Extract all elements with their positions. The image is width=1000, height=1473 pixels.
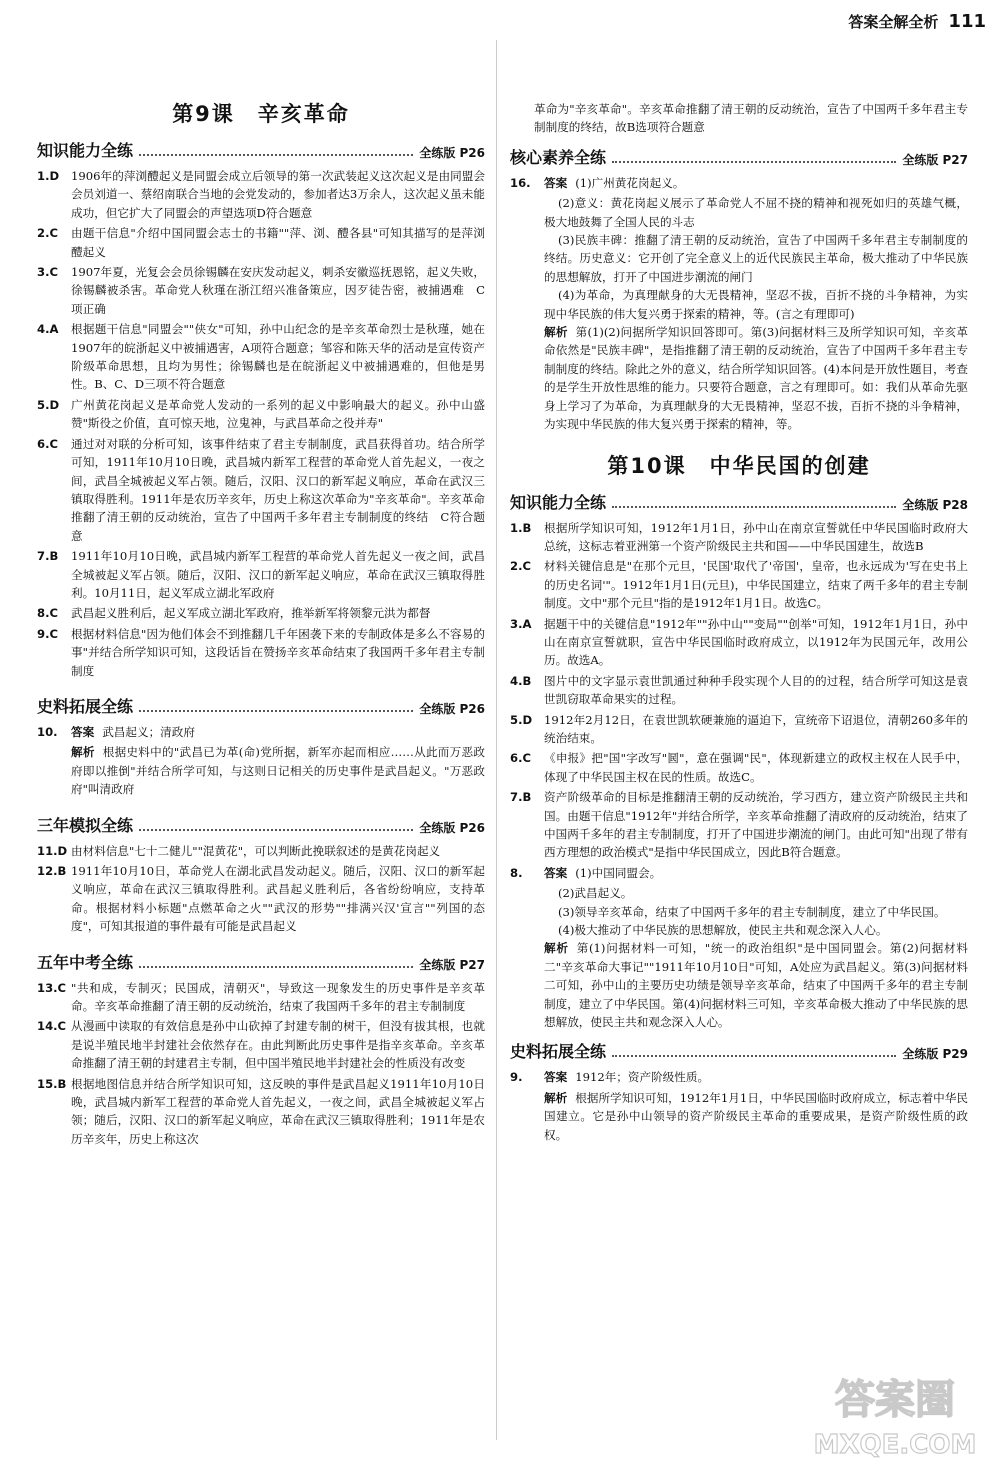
answer-text xyxy=(544,615,968,670)
page-header xyxy=(848,6,986,36)
analysis-tag: 解析 xyxy=(71,745,95,760)
answer-text xyxy=(71,979,485,1016)
answer-item xyxy=(510,672,968,709)
answer-item xyxy=(37,862,485,936)
watermark-logo xyxy=(810,1353,980,1463)
answer-body: 1911年10月10日，革命党人在湖北武昌发动起义。随后，汉阳、汉口的新军起义响应，革命在武汉三镇取得胜利。武昌起义胜利后，各省纷纷响应，支持革命。根据材料小标题"点燃革命之火""武汉的形势""排满兴汉'宣言""列国的态度"，可知其报道的事件最有可能是武昌起义 xyxy=(71,864,485,934)
left-sections xyxy=(37,138,485,1148)
lesson-title: 第10课 中华民国的创建 xyxy=(607,453,871,478)
right-column xyxy=(510,100,968,1144)
answer-number: 5.D xyxy=(510,712,533,727)
answer-number: 4.A xyxy=(37,322,59,337)
answer-body: 从漫画中读取的有效信息是孙中山砍掉了封建专制的树干，但没有拔其根，也就是说半殖民地半封建社会依然存在。由此判断此历史事件是指辛亥革命。辛亥革命推翻了清王朝的封建君主专制，但中国半殖民地半封建社会的性质没有改变 xyxy=(71,1019,485,1071)
section-ref: 全练版 P27 xyxy=(419,957,485,972)
analysis-tag: 解析 xyxy=(544,325,568,340)
answer-text xyxy=(71,224,485,261)
section-ref: 全练版 P26 xyxy=(419,146,485,160)
answer-number: 11.D xyxy=(37,843,68,858)
section-title: 史料拓展全练 xyxy=(510,1042,607,1062)
answer-text xyxy=(71,167,485,222)
answer-number: 2.C xyxy=(37,226,58,241)
answer-item xyxy=(510,788,968,862)
answer-subitem: (4)为革命，为真理献身的大无畏精神，坚忍不拔，百折不挠的斗争精神，为实现中华民族的伟大复兴勇于探索的精神，等。(言之有理即可) xyxy=(544,288,968,321)
lesson-title: 第9课 辛亥革命 xyxy=(172,102,350,126)
answer-number: 9. xyxy=(510,1070,523,1085)
section-title: 史料拓展全练 xyxy=(37,696,134,716)
answer-item xyxy=(510,1068,968,1086)
section-title: 五年中考全练 xyxy=(37,952,134,972)
answer-body: 据题干中的关键信息"1912年""孙中山""变局""创举"可知，1912年1月1日，孙中山在南京宣誓就职，宣告中华民国临时政府成立，以1912年为民国元年，改用公历。故选A。 xyxy=(544,616,968,668)
answer-item xyxy=(37,167,485,222)
watermark-line2: MXQE.COM xyxy=(813,1430,977,1460)
dot-leader xyxy=(612,161,896,163)
answer-number: 2.C xyxy=(510,559,531,574)
answer-body: 1912年；资产阶级性质。 xyxy=(575,1070,710,1085)
analysis-text xyxy=(510,323,968,433)
dot-leader xyxy=(612,506,896,508)
answer-number: 16. xyxy=(510,175,531,190)
answer-item xyxy=(37,435,485,545)
answer-text xyxy=(544,174,968,192)
answer-list xyxy=(510,519,968,862)
analysis-body: 第(1)(2)问据所学知识回答即可。第(3)问据材料三及所学知识可知，辛亥革命依然是"民族丰碑"，是指推翻了清王朝的反动统治，宣告了中国两千多年君主专制制度的终结。除此之外的意义，结合所学知识回答。(4)本问是开放性题目，考查的是学生开放性思维的能力。只要符合题意，言之有理即可。如：我们从革命先驱身上学习了为革命，为真理献身的大无畏精神，坚忍不拔，百折不挠的斗争精神，为实现中华民族的伟大复兴勇于探索的精神，等。 xyxy=(544,325,968,432)
section-ref: 全练版 P29 xyxy=(902,1047,968,1062)
answer-item xyxy=(37,1075,485,1149)
answer-item xyxy=(37,604,485,622)
answer-body: "共和成，专制灭；民国成，清朝灭"，导致这一现象发生的历史事件是辛亥革命。辛亥革命推翻了清王朝的反动统治，结束了我国两千多年的君主专制制度 xyxy=(71,980,485,1014)
answer-number: 7.B xyxy=(510,790,532,805)
answer-body: 《申报》把"国"字改写"囻"，意在强调"民"，体现新建立的政权主权在人民手中，体现了中华民国主权在民的性质。故选C。 xyxy=(544,751,968,784)
answer-text xyxy=(71,396,485,433)
answer-body: 根据地图信息并结合所学知识可知，这反映的事件是武昌起义1911年10月10日晚，武昌城内新军工程营的革命党人首先起义，一夜之间，武昌全城被起义军占领；随后，汉阳、汉口的新军起义响应，革命在武汉三镇取得胜利；1911年是农历辛亥年，历史上称这次 xyxy=(71,1076,485,1146)
answer-body: 由材料信息"七十二健儿""混黄花"，可以判断此挽联叙述的是黄花岗起义 xyxy=(71,843,441,858)
answer-number: 1.D xyxy=(37,169,60,183)
page-number: 111 xyxy=(948,10,986,32)
answer-item xyxy=(37,396,485,433)
section-header xyxy=(37,813,485,836)
answer-tag: 答案 xyxy=(544,175,568,190)
answer-body: 1906年的萍浏醴起义是同盟会成立后领导的第一次武装起义这次起义是由同盟会会员刘道一、蔡绍南联合当地的会党发动的，参加者达3万余人，这次起义虽未能成功，但它扩大了同盟会的声望选项D符合题意 xyxy=(71,169,485,220)
section-header xyxy=(37,694,485,717)
dot-leader xyxy=(612,1055,896,1057)
answer-text xyxy=(71,547,485,602)
left-column xyxy=(37,98,485,1150)
answer-body: 由题干信息"介绍中国同盟会志士的书籍""萍、浏、醴各县"可知其描写的是萍浏醴起义 xyxy=(71,226,485,259)
analysis-text xyxy=(37,743,485,798)
section-header xyxy=(37,138,485,161)
analysis-text xyxy=(510,1089,968,1144)
answer-text xyxy=(71,862,485,936)
answer-subitem: (2)武昌起义。 xyxy=(558,886,633,901)
answer-text xyxy=(544,864,968,882)
answer-number: 8.C xyxy=(37,606,58,621)
analysis-tag: 解析 xyxy=(544,1090,568,1105)
answer-body: 武昌起义；清政府 xyxy=(102,724,195,739)
analysis-body: 第(1)问据材料一可知，"统一的政治组织"是中国同盟会。第(2)问据材料二"辛亥革命大事记""1911年10月10日"可知，A处应为武昌起义。第(3)问据材料二可知，孙中山的主要历史功绩是领导辛亥革命，结束了中国两千多年的君主专制制度，建立了中华民国。第(4)问据材料三可知，辛亥革命极大推动了中华民族的思想解放，使民主共和观念深入人心。 xyxy=(544,941,968,1030)
answer-text xyxy=(71,625,485,680)
answer-text xyxy=(71,723,485,741)
answer-item xyxy=(37,320,485,394)
answer-number: 7.B xyxy=(37,549,59,564)
answer-body: 资产阶级革命的目标是推翻清王朝的反动统治，学习西方，建立资产阶级民主共和国。由题干信息"1912年"并结合所学，辛亥革命推翻了清政府的反动统治，结束了中国两千多年的君主专制制度，打开了中国进步潮流的闸门。由此可知"出现了带有西方理想的政治模式"是指中华民国成立，因此B符合题意。 xyxy=(544,790,968,860)
answer-item xyxy=(37,224,485,261)
answer-text xyxy=(544,788,968,862)
answer-text xyxy=(71,1075,485,1149)
answer-number: 13.C xyxy=(37,980,67,995)
answer-body: 材料关键信息是"在那个元旦，'民国'取代了'帝国'，皇帝，也永远成为'写在史书上的历史名词'"。1912年1月1日(元旦)，中华民国建立，结束了两千多年的君主专制制度。文中"那个元旦"指的是1912年1月1日。故选C。 xyxy=(544,559,968,611)
section-ref: 全练版 P28 xyxy=(902,497,968,512)
answer-text xyxy=(544,1068,968,1086)
answer-number: 6.C xyxy=(37,436,58,451)
column-divider xyxy=(496,40,497,1440)
answer-item xyxy=(510,864,968,882)
answer-number: 5.D xyxy=(37,397,60,412)
answer-subitem: (3)领导辛亥革命，结束了中国两千多年的君主专制制度，建立了中华民国。 xyxy=(558,904,946,919)
section-ref: 全练版 P26 xyxy=(419,701,485,716)
answer-body: 1912年2月12日，在袁世凯软硬兼施的逼迫下，宣统帝下诏退位，清朝260多年的统治结束。 xyxy=(544,712,968,745)
dot-leader xyxy=(139,966,413,968)
section-title: 三年模拟全练 xyxy=(37,815,134,835)
answer-body: (1)广州黄花岗起义。 xyxy=(575,175,685,190)
question-16-block xyxy=(510,174,968,434)
answer-item xyxy=(37,263,485,318)
answer-text xyxy=(544,557,968,612)
answer-number: 4.B xyxy=(510,673,532,688)
section-title: 知识能力全练 xyxy=(37,141,134,160)
answer-item xyxy=(510,557,968,612)
answer-item xyxy=(510,174,968,192)
answer-subitem: (2)意义：黄花岗起义展示了革命党人不屈不挠的精神和视死如归的英雄气概，极大地鼓舞了全国人民的斗志 xyxy=(544,196,968,229)
answer-text xyxy=(544,519,968,556)
answer-item xyxy=(37,1017,485,1072)
answer-subitem: (3)民族丰碑：推翻了清王朝的反动统治，宣告了中国两千多年君主专制制度的终结。历史意义：它开创了完全意义上的近代民族民主革命，极大推动了中华民族的思想解放，打开了中国进步潮流的闸门 xyxy=(544,233,968,284)
answer-tag: 答案 xyxy=(544,865,568,880)
answer-tag: 答案 xyxy=(544,1070,568,1085)
answer-text xyxy=(71,435,485,545)
analysis-body: 根据所学知识可知，1912年1月1日，中华民国临时政府成立，标志着中华民国建立。它是孙中山领导的资产阶级民主革命的重要成果，是资产阶级性质的政权。 xyxy=(544,1090,968,1142)
section-header xyxy=(510,490,968,513)
section-header xyxy=(510,1039,968,1062)
answer-text xyxy=(71,604,485,622)
watermark-line1: 答案圈 xyxy=(835,1377,955,1423)
answer-item xyxy=(37,625,485,680)
question-8-block xyxy=(510,864,968,1032)
answer-item xyxy=(37,547,485,602)
answer-number: 6.C xyxy=(510,751,531,766)
analysis-body: 根据史料中的"武昌已为革(命)党所据，新军亦起而相应……从此而万恶政府即以推倒"并结合所学可知，与这则日记相关的历史事件是武昌起义。"万恶政府"叫清政府 xyxy=(71,745,485,797)
dot-leader xyxy=(139,154,413,156)
answer-body: 根据材料信息"因为他们体会不到推翻几千年困袭下来的专制政体是多么不容易的事"并结合所学知识可知，这段话旨在赞扬辛亥革命结束了我国两千多年君主专制制度 xyxy=(71,626,485,678)
answer-body: 根据题干信息"同盟会""侠女"可知，孙中山纪念的是辛亥革命烈士是秋瑾，她在1907年的皖浙起义中被捕遇害，A项符合题意；邹容和陈天华的活动是宣传资产阶级革命思想，且均为男性；徐锡麟也是在皖浙起义中被捕遇难的，但他是男性。B、C、D三项不符合题意 xyxy=(71,322,485,392)
header-label: 答案全解全析 xyxy=(848,12,939,31)
answer-item xyxy=(510,749,968,786)
answer-body: (1)中国同盟会。 xyxy=(575,865,662,880)
answer-body: 通过对对联的分析可知，该事件结束了君主专制制度，武昌获得首功。结合所学可知，1911年10月10日晚，武昌城内新军工程营的革命党人首先起义，一夜之间，武昌全城被起义军占领。随后，汉阳、汉口的新军起义响应，革命在武汉三镇取得胜利。1911年是农历辛亥年，历史上称这次革命为"辛亥革命"。辛亥革命推翻了清王朝的反动统治，宣告了中国两千多年君主专制制度的终结 C符合题意 xyxy=(71,436,485,543)
answer-text xyxy=(71,842,485,860)
answer-body: 根据所学知识可知，1912年1月1日，孙中山在南京宣誓就任中华民国临时政府大总统，这标志着亚洲第一个资产阶级民主共和国——中华民国建生，故选B xyxy=(544,520,968,553)
analysis-tag: 解析 xyxy=(544,941,569,956)
answer-number: 12.B xyxy=(37,864,67,878)
answer-number: 1.B xyxy=(510,520,532,535)
dot-leader xyxy=(139,829,413,831)
section-header xyxy=(510,145,968,168)
answer-subitem: (4)极大推动了中华民族的思想解放，使民主共和观念深入人心。 xyxy=(558,923,888,938)
answer-body: 广州黄花岗起义是革命党人发动的一系列的起义中影响最大的起义。孙中山盛赞"斯役之价值，直可惊天地，泣鬼神，与武昌革命之役并寿" xyxy=(71,397,485,431)
answer-body: 图片中的文字显示袁世凯通过种种手段实现个人目的的过程，结合所学可知这是袁世凯窃取革命果实的过程。 xyxy=(544,673,968,707)
answer-text xyxy=(71,320,485,394)
section-title: 核心素养全练 xyxy=(510,147,607,167)
analysis-text xyxy=(510,939,968,1031)
question-9-block xyxy=(510,1068,968,1144)
section-title: 知识能力全练 xyxy=(510,492,607,512)
section-ref: 全练版 P27 xyxy=(902,152,968,167)
answer-number: 10. xyxy=(37,724,58,739)
answer-text xyxy=(71,1017,485,1072)
answer-text xyxy=(544,711,968,748)
answer-item xyxy=(510,519,968,556)
continuation-text: 革命为"辛亥革命"。辛亥革命推翻了清王朝的反动统治，宣告了中国两千多年君主专制制度的终结，故B选项符合题意 xyxy=(534,102,968,135)
answer-text xyxy=(544,749,968,786)
answer-text xyxy=(544,672,968,709)
answer-item xyxy=(510,711,968,748)
answer-number: 9.C xyxy=(37,626,58,641)
answer-body: 1911年10月10日晚，武昌城内新军工程营的革命党人首先起义一夜之间，武昌全城被起义军占领。随后，汉阳、汉口的新军起义响应，革命在武汉三镇取得胜利。10月11日，起义军成立湖北军政府 xyxy=(71,549,485,600)
answer-item xyxy=(37,979,485,1016)
answer-item xyxy=(37,723,485,741)
answer-body: 武昌起义胜利后，起义军成立湖北军政府，推举新军将领黎元洪为都督 xyxy=(71,606,431,621)
dot-leader xyxy=(139,710,413,712)
answer-item xyxy=(510,615,968,670)
answer-number: 3.C xyxy=(37,265,58,280)
answer-item xyxy=(37,842,485,860)
section-ref: 全练版 P26 xyxy=(419,820,485,835)
section-header xyxy=(37,950,485,973)
answer-number: 8. xyxy=(510,865,523,880)
answer-body: 1907年夏，光复会会员徐锡麟在安庆发动起义，刺杀安徽巡抚恩铭，起义失败，徐锡麟被杀害。革命党人秋瑾在浙江绍兴准备策应，因歹徒告密，被捕遇难 C项正确 xyxy=(71,265,485,316)
answer-text xyxy=(71,263,485,318)
answer-number: 15.B xyxy=(37,1076,67,1091)
answer-tag: 答案 xyxy=(71,724,95,739)
answer-number: 14.C xyxy=(37,1019,67,1034)
answer-number: 3.A xyxy=(510,616,532,631)
